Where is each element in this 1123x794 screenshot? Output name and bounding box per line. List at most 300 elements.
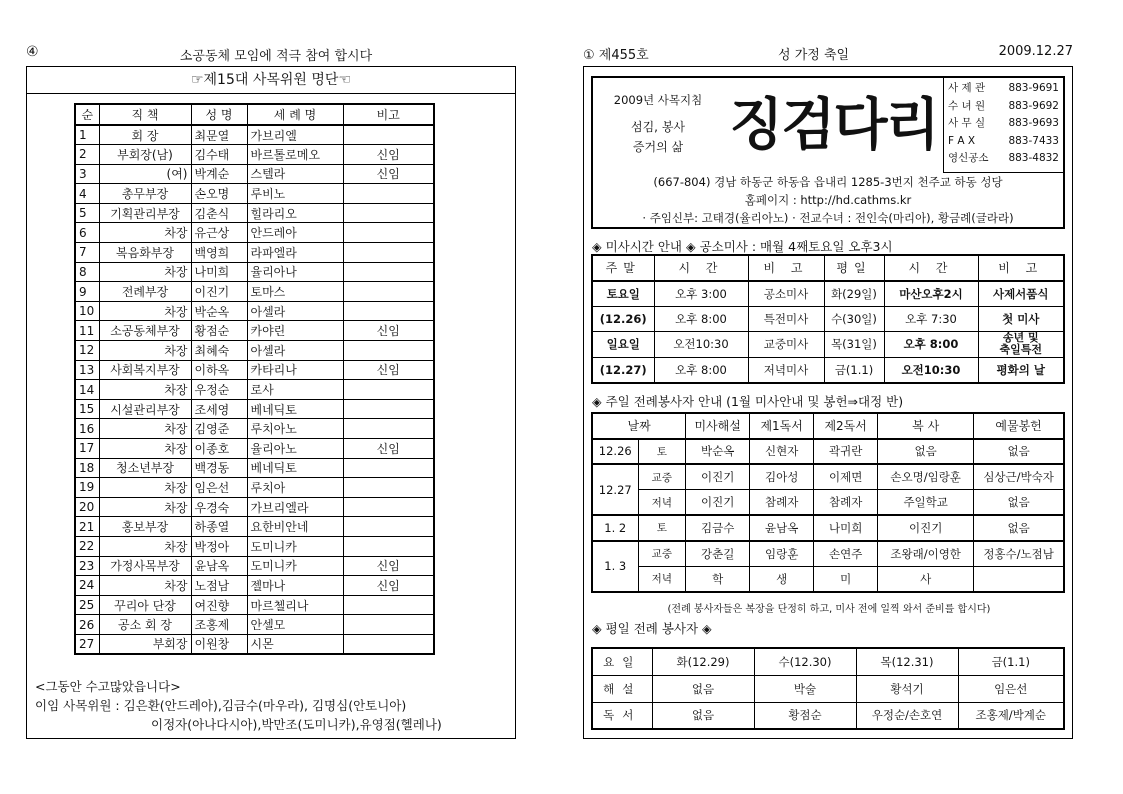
roster-baptismal-name: 스텔라: [247, 164, 343, 184]
roster-name: 나미희: [191, 262, 247, 282]
mass-note: 교중미사: [748, 332, 824, 358]
roster-no: 5: [75, 203, 99, 223]
roster-note: [343, 125, 434, 145]
roster-note: [343, 478, 434, 498]
roster-name: 김영준: [191, 419, 247, 439]
contact-list: [943, 78, 1063, 173]
roster-row: [75, 380, 434, 400]
roster-name: 이종호: [191, 439, 247, 459]
col-header-no: 순: [75, 104, 99, 125]
mass-schedule: [591, 254, 1065, 384]
roster-name: 박계순: [191, 164, 247, 184]
roster-note: [343, 615, 434, 635]
roster-baptismal-name: 루치아: [247, 478, 343, 498]
roster-name: 박정아: [191, 536, 247, 556]
roster-name: 조세영: [191, 399, 247, 419]
roster-row: [75, 262, 434, 282]
wk-cell: 없음: [652, 702, 754, 729]
farewell-title: <그동안 수고많았읍니다>: [35, 679, 181, 694]
liturgy-servers-title: ◈ 주일 전례봉사자 안내 (1월 미사안내 및 봉헌⇒대정 반): [592, 394, 904, 409]
mass-header-row: [592, 255, 1064, 281]
wk-col-thu: 목(12.31): [856, 648, 958, 675]
roster-no: 22: [75, 536, 99, 556]
lit-cell: 임랑훈: [750, 541, 814, 567]
roster-role: 홍보부장: [99, 517, 191, 537]
newsletter-logo: 징검다리: [729, 92, 938, 158]
roster-no: 20: [75, 497, 99, 517]
roster-role: 차장: [99, 536, 191, 556]
weekday-note: 첫 미사: [978, 306, 1064, 332]
roster-role: 공소 회 장: [99, 615, 191, 635]
weekday-servers: [591, 647, 1065, 730]
wk-cell: 박술: [754, 675, 856, 702]
roster-role: 차장: [99, 419, 191, 439]
weekday-row: [592, 675, 1064, 702]
roster-name: 우경숙: [191, 497, 247, 517]
roster-name: 윤남옥: [191, 556, 247, 576]
roster-row: [75, 360, 434, 380]
roster-name: 우정순: [191, 380, 247, 400]
roster-role: (여): [99, 164, 191, 184]
liturgy-servers: [591, 412, 1065, 593]
weekday-time: 오전10:30: [884, 357, 978, 383]
roster-role: 복음화부장: [99, 243, 191, 263]
roster-role: 꾸리아 단장: [99, 595, 191, 615]
roster-no: 4: [75, 184, 99, 204]
roster-name: 김수태: [191, 145, 247, 165]
lit-cell: 조왕래/이영한: [878, 541, 974, 567]
roster-role: 차장: [99, 262, 191, 282]
roster-header-row: [75, 104, 434, 125]
roster-row: [75, 223, 434, 243]
roster-baptismal-name: 안셀모: [247, 615, 343, 635]
roster-baptismal-name: 도미니카: [247, 556, 343, 576]
motto-year: 2009년 사목지침: [613, 93, 703, 107]
roster-role: 가정사목부장: [99, 556, 191, 576]
roster-name: 손오명: [191, 184, 247, 204]
roster-note: 신임: [343, 556, 434, 576]
left-page-header: [26, 44, 516, 64]
roster-baptismal-name: 베네딕토: [247, 458, 343, 478]
pastoral-motto: [593, 78, 723, 173]
roster-row: [75, 164, 434, 184]
roster-no: 8: [75, 262, 99, 282]
contact-label: F A X: [948, 134, 976, 147]
roster-note: [343, 223, 434, 243]
roster-no: 23: [75, 556, 99, 576]
liturgy-row: [592, 566, 1064, 592]
lit-col-commentary: 미사해설: [686, 413, 750, 439]
roster-role: 부회장(남): [99, 145, 191, 165]
issue-date: 2009.12.27: [998, 44, 1073, 59]
lit-cell: 주일학교: [878, 490, 974, 516]
weekday-time: 오후 8:00: [884, 332, 978, 358]
lit-mass-type: 토: [638, 439, 686, 465]
mass-date-saturday: (12.26): [592, 306, 654, 332]
roster-note: [343, 341, 434, 361]
roster-name: 백영희: [191, 243, 247, 263]
roster-baptismal-name: 라파엘라: [247, 243, 343, 263]
lit-cell: [974, 566, 1064, 592]
roster-note: 신임: [343, 321, 434, 341]
roster-name: 최문열: [191, 125, 247, 145]
roster-row: [75, 145, 434, 165]
roster-role: 차장: [99, 301, 191, 321]
parish-info: [593, 173, 1063, 227]
liturgy-row: [592, 490, 1064, 516]
lit-col-reading2: 제2독서: [814, 413, 878, 439]
contact-label: 사 제 관: [948, 82, 986, 94]
roster-baptismal-name: 루비노: [247, 184, 343, 204]
parish-staff: · 주임신부: 고태경(율리아노) · 전교수녀 : 전인숙(마리아), 황금례(글라라): [642, 211, 1014, 225]
wk-col-fri: 금(1.1): [958, 648, 1064, 675]
roster-table-wrap: [74, 103, 435, 655]
wk-col-day: 요일: [592, 648, 652, 675]
roster-baptismal-name: 아셀라: [247, 301, 343, 321]
roster-role: 차장: [99, 439, 191, 459]
weekday-servers-title: ◈ 평일 전례 봉사자 ◈: [592, 621, 712, 636]
roster-row: [75, 399, 434, 419]
roster-note: [343, 282, 434, 302]
roster-no: 19: [75, 478, 99, 498]
roster-name: 이원창: [191, 634, 247, 654]
roster-row: [75, 517, 434, 537]
roster-role: 차장: [99, 497, 191, 517]
contact-phone: 883-7433: [1008, 134, 1059, 147]
roster-baptismal-name: 카타리나: [247, 360, 343, 380]
contact-row: [948, 150, 1059, 168]
weekday-date: 화(29일): [824, 281, 884, 307]
weekday-note: [978, 332, 1064, 358]
roster-note: [343, 184, 434, 204]
lit-mass-type: 저녁: [638, 566, 686, 592]
farewell-line-2: 이정자(아나다시아),박만조(도미니카),유영점(헬레나): [151, 717, 442, 732]
roster-name: 최혜숙: [191, 341, 247, 361]
roster-row: [75, 615, 434, 635]
lit-cell: 이진기: [686, 464, 750, 490]
contact-row: [948, 98, 1059, 116]
wk-col-tue: 화(12.29): [652, 648, 754, 675]
weekday-header-row: [592, 648, 1064, 675]
lit-col-reading1: 제1독서: [750, 413, 814, 439]
roster-name: 유근상: [191, 223, 247, 243]
motto-line-1: 섬김, 봉사: [631, 120, 685, 134]
roster-name: 황점순: [191, 321, 247, 341]
mass-time: 오후 8:00: [654, 306, 748, 332]
contact-label: 수 녀 원: [948, 99, 986, 112]
roster-name: 박순옥: [191, 301, 247, 321]
mass-col-weekday: 평일: [824, 255, 884, 281]
roster-note: [343, 419, 434, 439]
roster-baptismal-name: 토마스: [247, 282, 343, 302]
roster-baptismal-name: 율리아나: [247, 262, 343, 282]
roster-note: 신임: [343, 439, 434, 459]
roster-no: 9: [75, 282, 99, 302]
roster-role: 부회장: [99, 634, 191, 654]
roster-role: 회 장: [99, 125, 191, 145]
roster-no: 25: [75, 595, 99, 615]
roster-no: 10: [75, 301, 99, 321]
contact-row: [948, 80, 1059, 98]
issue-number: ① 제455호: [583, 48, 649, 63]
roster-row: [75, 125, 434, 145]
lit-cell: 학: [686, 566, 750, 592]
weekday-servers-table: [591, 647, 1065, 730]
roster-no: 1: [75, 125, 99, 145]
col-header-role: 직 책: [99, 104, 191, 125]
roster-title: ☞제15대 사목위원 명단☜: [27, 67, 515, 94]
lit-cell: 이제면: [814, 464, 878, 490]
mass-col-weekend: 주말: [592, 255, 654, 281]
weekday-date: 금(1.1): [824, 357, 884, 383]
roster-note: [343, 458, 434, 478]
lit-cell: 김금수: [686, 515, 750, 541]
lit-cell: 이진기: [878, 515, 974, 541]
motto-line-2: 증거의 삶: [632, 140, 684, 154]
lit-cell: 없음: [974, 490, 1064, 516]
roster-no: 24: [75, 576, 99, 596]
roster-note: 신임: [343, 145, 434, 165]
roster-role: 시설관리부장: [99, 399, 191, 419]
roster-note: [343, 517, 434, 537]
lit-col-altar: 복 사: [878, 413, 974, 439]
roster-baptismal-name: 시몬: [247, 634, 343, 654]
col-header-note: 비고: [343, 104, 434, 125]
contact-phone: 883-9691: [1008, 82, 1059, 94]
lit-cell: 참례자: [814, 490, 878, 516]
liturgy-servers-table: [591, 412, 1065, 593]
roster-no: 27: [75, 634, 99, 654]
roster-role: 청소년부장: [99, 458, 191, 478]
roster-row: [75, 576, 434, 596]
roster-no: 14: [75, 380, 99, 400]
lit-cell: 참례자: [750, 490, 814, 516]
mass-row: [592, 281, 1064, 307]
mass-row: [592, 332, 1064, 358]
roster-row: [75, 536, 434, 556]
contact-label: 영신공소: [948, 152, 989, 164]
lit-cell: 심상근/박숙자: [974, 464, 1064, 490]
liturgy-note: (전례 봉사자들은 복장을 단정히 하고, 미사 전에 일찍 와서 준비를 합시다): [667, 604, 991, 615]
left-page: [26, 66, 516, 739]
lit-cell: 손오명/임랑훈: [878, 464, 974, 490]
roster-table: [74, 103, 435, 655]
roster-role: 차장: [99, 341, 191, 361]
roster-note: [343, 262, 434, 282]
roster-name: 임은선: [191, 478, 247, 498]
roster-baptismal-name: 카야린: [247, 321, 343, 341]
roster-note: [343, 243, 434, 263]
liturgy-header-row: [592, 413, 1064, 439]
liturgy-row: [592, 464, 1064, 490]
roster-no: 13: [75, 360, 99, 380]
roster-row: [75, 439, 434, 459]
farewell-section: [35, 677, 515, 734]
roster-name: 김춘식: [191, 203, 247, 223]
mass-time: 오전10:30: [654, 332, 748, 358]
lit-cell: 사: [878, 566, 974, 592]
mass-note: 특전미사: [748, 306, 824, 332]
lit-date: 12.27: [592, 464, 638, 515]
weekday-time: 오후 7:30: [884, 306, 978, 332]
roster-note: 신임: [343, 576, 434, 596]
lit-date: 1. 2: [592, 515, 638, 541]
contact-label: 사 무 실: [948, 117, 986, 129]
right-page: [583, 66, 1073, 739]
parish-homepage: 홈페이지 : http://hd.cathms.kr: [744, 193, 912, 207]
roster-no: 17: [75, 439, 99, 459]
mass-schedule-title: ◈ 미사시간 안내 ◈ 공소미사 : 매월 4째토요일 오후3시: [592, 239, 893, 254]
lit-mass-type: 교중: [638, 541, 686, 567]
roster-role: 총무부장: [99, 184, 191, 204]
roster-note: [343, 301, 434, 321]
lit-cell: 생: [750, 566, 814, 592]
liturgy-row: [592, 439, 1064, 465]
roster-note: [343, 634, 434, 654]
weekday-note: 평화의 날: [978, 357, 1064, 383]
lit-cell: 강춘길: [686, 541, 750, 567]
roster-note: [343, 497, 434, 517]
roster-note: [343, 399, 434, 419]
roster-name: 노점남: [191, 576, 247, 596]
lit-mass-type: 저녁: [638, 490, 686, 516]
roster-no: 26: [75, 615, 99, 635]
roster-row: [75, 321, 434, 341]
roster-baptismal-name: 안드레아: [247, 223, 343, 243]
roster-role: 차장: [99, 478, 191, 498]
roster-row: [75, 419, 434, 439]
roster-row: [75, 203, 434, 223]
wk-row-label: 해설: [592, 675, 652, 702]
mass-day-sunday: 일요일: [592, 332, 654, 358]
right-page-header: [583, 44, 1073, 64]
parish-address: (667-804) 경남 하동군 하동읍 읍내리 1285-3번지 천주교 하동 성당: [653, 175, 1003, 189]
mass-col-weekday-note: 비 고: [978, 255, 1064, 281]
lit-cell: 곽귀란: [814, 439, 878, 465]
roster-no: 6: [75, 223, 99, 243]
contact-row: [948, 133, 1059, 151]
roster-role: 소공동체부장: [99, 321, 191, 341]
lit-cell: 나미희: [814, 515, 878, 541]
lit-col-date: 날짜: [592, 413, 686, 439]
lit-cell: 이진기: [686, 490, 750, 516]
lit-date: 1. 3: [592, 541, 638, 592]
weekday-time: 마산오후2시: [884, 281, 978, 307]
roster-note: [343, 203, 434, 223]
mass-date-sunday: (12.27): [592, 357, 654, 383]
mass-col-note: 비 고: [748, 255, 824, 281]
roster-no: 18: [75, 458, 99, 478]
weekday-note-line-2: 축일특전: [999, 343, 1042, 357]
roster-baptismal-name: 도미니카: [247, 536, 343, 556]
left-page-number: ④: [26, 44, 39, 60]
roster-no: 15: [75, 399, 99, 419]
wk-cell: 임은선: [958, 675, 1064, 702]
roster-row: [75, 556, 434, 576]
mass-schedule-table: [591, 254, 1065, 384]
roster-row: [75, 595, 434, 615]
roster-note: [343, 380, 434, 400]
mass-note: 저녁미사: [748, 357, 824, 383]
roster-row: [75, 341, 434, 361]
roster-no: 21: [75, 517, 99, 537]
wk-cell: 황점순: [754, 702, 856, 729]
roster-row: [75, 497, 434, 517]
masthead: [591, 76, 1065, 229]
roster-baptismal-name: 베네딕토: [247, 399, 343, 419]
mass-col-time: 시 간: [654, 255, 748, 281]
roster-baptismal-name: 마르첼리나: [247, 595, 343, 615]
roster-row: [75, 458, 434, 478]
mass-time: 오후 8:00: [654, 357, 748, 383]
roster-no: 3: [75, 164, 99, 184]
lit-mass-type: 교중: [638, 464, 686, 490]
roster-baptismal-name: 바르톨로메오: [247, 145, 343, 165]
roster-row: [75, 301, 434, 321]
lit-cell: 없음: [878, 439, 974, 465]
roster-row: [75, 243, 434, 263]
liturgy-row: [592, 541, 1064, 567]
roster-row: [75, 478, 434, 498]
mass-time: 오후 3:00: [654, 281, 748, 307]
liturgy-row: [592, 515, 1064, 541]
col-header-name: 성 명: [191, 104, 247, 125]
roster-no: 16: [75, 419, 99, 439]
lit-cell: 없음: [974, 439, 1064, 465]
roster-role: 전례부장: [99, 282, 191, 302]
roster-no: 12: [75, 341, 99, 361]
weekday-note: 사제서품식: [978, 281, 1064, 307]
weekday-date: 목(31일): [824, 332, 884, 358]
mass-row: [592, 306, 1064, 332]
wk-cell: 우정순/손호연: [856, 702, 958, 729]
lit-cell: 정홍수/노점남: [974, 541, 1064, 567]
weekday-row: [592, 702, 1064, 729]
roster-role: 차장: [99, 380, 191, 400]
wk-cell: 없음: [652, 675, 754, 702]
roster-name: 조홍제: [191, 615, 247, 635]
roster-name: 이하옥: [191, 360, 247, 380]
lit-mass-type: 토: [638, 515, 686, 541]
roster-baptismal-name: 율리아노: [247, 439, 343, 459]
contact-phone: 883-4832: [1008, 152, 1059, 164]
lit-cell: 박순옥: [686, 439, 750, 465]
roster-baptismal-name: 힐라리오: [247, 203, 343, 223]
weekday-date: 수(30일): [824, 306, 884, 332]
roster-row: [75, 184, 434, 204]
mass-day-saturday: 토요일: [592, 281, 654, 307]
lit-cell: 없음: [974, 515, 1064, 541]
mass-col-weekday-time: 시 간: [884, 255, 978, 281]
roster-name: 이진기: [191, 282, 247, 302]
roster-baptismal-name: 루치아노: [247, 419, 343, 439]
mass-row: [592, 357, 1064, 383]
lit-cell: 윤남옥: [750, 515, 814, 541]
roster-baptismal-name: 아셀라: [247, 341, 343, 361]
farewell-line-1: 이임 사목위원 : 김은환(안드레아),김금수(마우라), 김명심(안토니아): [35, 698, 407, 713]
roster-role: 차장: [99, 576, 191, 596]
roster-name: 여진향: [191, 595, 247, 615]
roster-note: [343, 595, 434, 615]
col-header-baptismal: 세 례 명: [247, 104, 343, 125]
roster-no: 11: [75, 321, 99, 341]
contact-phone: 883-9692: [1008, 99, 1059, 112]
roster-note: 신임: [343, 164, 434, 184]
wk-cell: 조홍제/박계순: [958, 702, 1064, 729]
lit-cell: 미: [814, 566, 878, 592]
roster-baptismal-name: 젤마나: [247, 576, 343, 596]
lit-date: 12.26: [592, 439, 638, 465]
